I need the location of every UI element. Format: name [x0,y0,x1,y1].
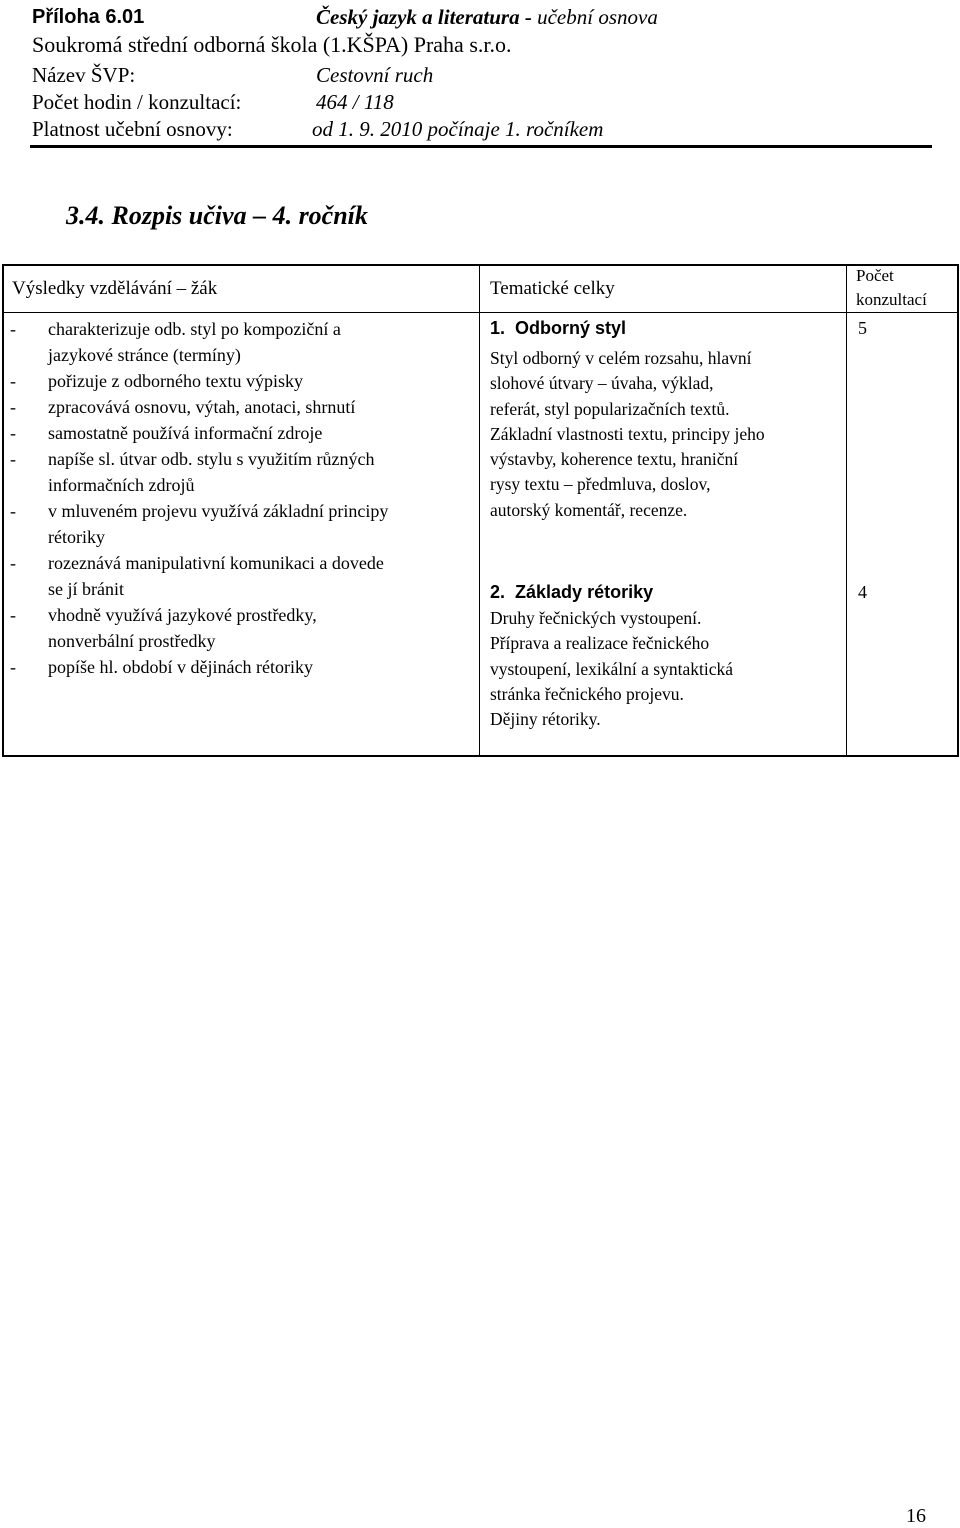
outcome-item [0,550,478,602]
table-col-divider-2 [846,264,847,757]
outcome-line: se jí bránit [48,579,124,599]
hours-label: Počet hodin / konzultací: [32,90,242,114]
topic-title: Odborný styl [515,318,627,338]
outcome-line: jazykové stránce (termíny) [48,345,241,365]
bullet: - [10,397,16,417]
outcome-line: rozeznává manipulativní komunikaci a dovede [48,553,384,573]
outcome-line: charakterizuje odb. styl po kompoziční a [48,319,341,339]
bullet: - [10,423,16,443]
outcome-item [0,602,478,654]
topic-1-content [490,346,765,523]
topic-line: Příprava a realizace řečnického [490,633,710,654]
svp-value: Cestovní ruch [316,63,434,87]
table-border-right [957,264,959,757]
outcome-line: v mluveném projevu využívá základní principy [48,501,389,521]
section-title: 3.4. Rozpis učiva – 4. ročník [66,201,368,230]
topic-line: Styl odborný v celém rozsahu, hlavní [490,348,752,368]
bullet: - [10,371,16,391]
outcome-item [0,420,478,446]
outcomes-list [0,316,478,680]
outcome-line: pořizuje z odborného textu výpisky [48,371,303,391]
outcome-item [0,368,478,394]
outcome-item [0,498,478,550]
bullet: - [10,319,16,339]
topic-line: referát, styl popularizačních textů. [490,398,730,419]
outcome-line: nonverbální prostředky [48,631,216,651]
col-header-count [856,264,927,312]
bullet: - [10,553,16,573]
outcome-item [0,394,478,420]
outcome-line: zpracovává osnovu, výtah, anotaci, shrnutí [48,397,356,417]
subject-name: Český jazyk a literatura [316,5,520,29]
page-number: 16 [906,1505,926,1527]
table-col-divider-1 [479,264,480,757]
topic-line: Základní vlastnosti textu, principy jeho [490,423,765,444]
col-header-topics: Tematické celky [490,278,615,299]
col-header-outcomes: Výsledky vzdělávání – žák [12,278,218,299]
topic-line: Druhy řečnických vystoupení. [490,608,702,628]
subject-suffix: učební osnova [537,5,658,29]
outcome-line: rétoriky [48,527,105,547]
validity-label: Platnost učební osnovy: [32,117,233,141]
topic-1-heading [490,315,626,341]
topic-2-heading [490,579,653,605]
outcome-item [0,654,478,680]
topic-line: rysy textu – předmluva, doslov, [490,474,711,495]
outcome-line: samostatně používá informační zdroje [48,423,323,443]
topic-line: stránka řečnického projevu. [490,683,684,704]
hours-value: 464 / 118 [316,90,394,114]
subject-separator: - [519,5,538,29]
svp-label: Název ŠVP: [32,63,136,87]
topic-line: autorský komentář, recenze. [490,499,688,520]
outcome-line: popíše hl. období v dějinách rétoriky [48,657,313,677]
bullet: - [10,449,16,469]
outcome-line: napíše sl. útvar odb. stylu s využitím různých [48,449,375,469]
table-border-bottom [2,755,959,757]
topic-number: 1. [490,318,506,338]
outcome-line: vhodně využívá jazykové prostředky, [48,605,317,625]
validity-value: od 1. 9. 2010 počínaje 1. ročníkem [312,117,604,141]
col-header-count-line2: konzultací [856,290,927,309]
topic-line: výstavby, koherence textu, hraniční [490,449,739,470]
topic-line: slohové útvary – úvaha, výklad, [490,373,714,394]
outcome-line: informačních zdrojů [48,475,195,495]
table-header-divider [2,312,959,313]
topic-1-count: 5 [858,318,867,338]
outcome-item [0,316,478,368]
col-header-count-line1: Počet [856,266,894,285]
topic-number: 2. [490,582,506,602]
table-border-top [2,264,959,266]
appendix-label: Příloha 6.01 [32,6,145,28]
bullet: - [10,501,16,521]
school-name: Soukromá střední odborná škola (1.KŠPA) Praha s.r.o. [32,32,512,57]
bullet: - [10,605,16,625]
topic-title: Základy rétoriky [515,582,654,602]
topic-2-content [490,606,733,732]
topic-line: vystoupení, lexikální a syntaktická [490,658,734,679]
topic-2-count: 4 [858,582,867,602]
subject-title [316,4,658,30]
bullet: - [10,657,16,677]
header-divider [30,145,932,148]
outcome-item [0,446,478,498]
topic-line: Dějiny rétoriky. [490,709,601,730]
